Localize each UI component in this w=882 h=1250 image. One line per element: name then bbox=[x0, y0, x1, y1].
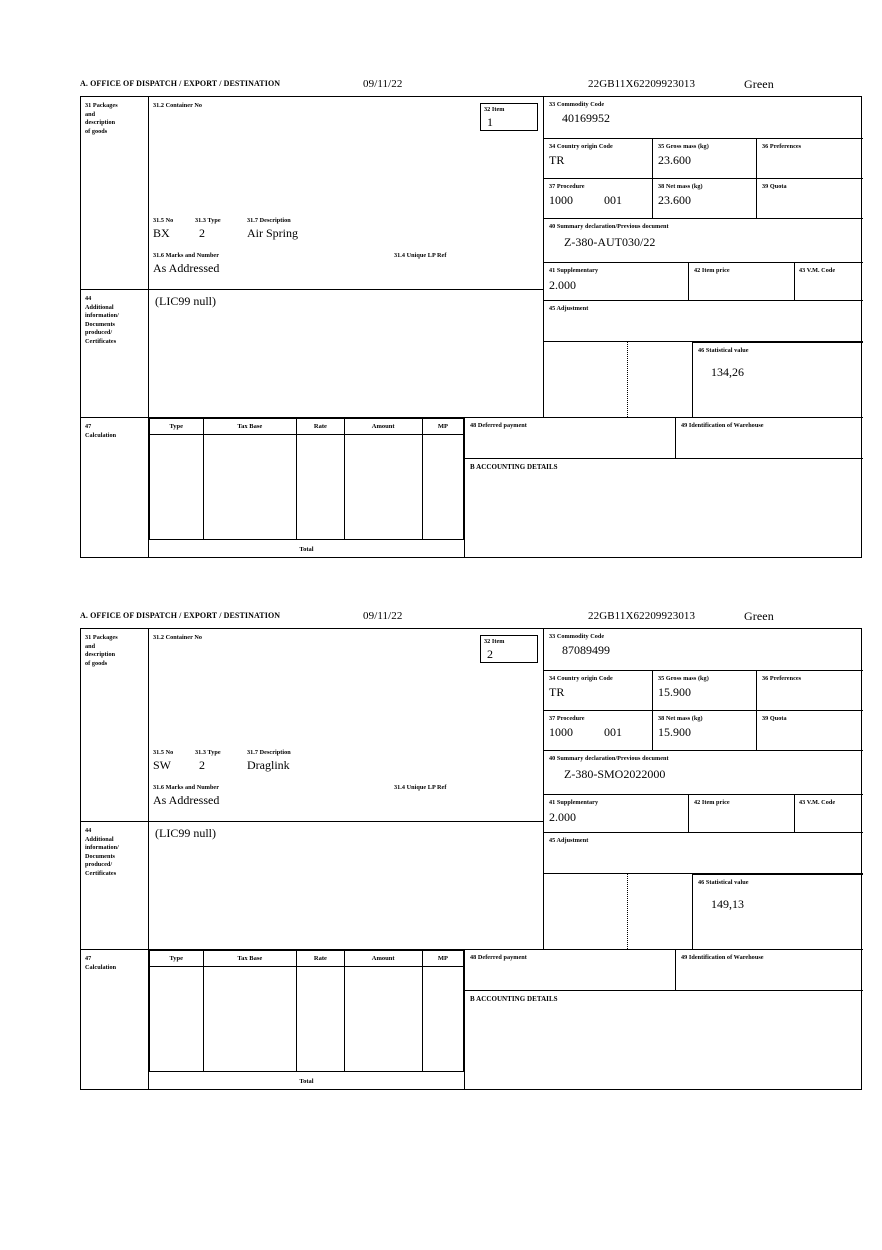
box-40-label: 40 Summary declaration/Previous document bbox=[549, 223, 669, 230]
col-rate: Rate bbox=[297, 951, 344, 967]
box-45-label: 45 Adjustment bbox=[549, 305, 589, 312]
package-no-label: 31.5 No bbox=[153, 749, 174, 756]
calculation-table bbox=[149, 950, 464, 1090]
cell-type bbox=[150, 967, 204, 1072]
marks-and-number-value: As Addressed bbox=[153, 793, 220, 807]
marks-and-number-label: 31.6 Marks and Number bbox=[153, 252, 220, 259]
box-39-label: 39 Quota bbox=[762, 183, 787, 190]
package-no-label: 31.5 No bbox=[153, 217, 174, 224]
box-44-value: (LIC99 null) bbox=[155, 826, 216, 840]
box-42-label: 42 Item price bbox=[694, 267, 730, 274]
box-44-content bbox=[149, 821, 544, 949]
box-35-gross-mass bbox=[653, 139, 757, 179]
package-type-label: 31.3 Type bbox=[195, 749, 221, 756]
table-total-row bbox=[150, 540, 464, 559]
box-46-statistical-value bbox=[692, 342, 863, 417]
box-31-label-line-2: and bbox=[85, 110, 96, 118]
box-34-label: 34 Country origin Code bbox=[549, 675, 613, 682]
box-46-label: 46 Statistical value bbox=[698, 347, 749, 354]
marks-and-number-label: 31.6 Marks and Number bbox=[153, 784, 220, 791]
col-amount: Amount bbox=[344, 419, 422, 435]
customs-declaration-item-1 bbox=[80, 78, 862, 558]
box-44-label bbox=[81, 821, 149, 949]
box-47-calculation-table bbox=[149, 417, 464, 558]
box-38-net-mass bbox=[653, 179, 757, 219]
col-mp: MP bbox=[422, 951, 463, 967]
box-34-country-origin bbox=[544, 671, 653, 711]
cell-amount bbox=[344, 435, 422, 540]
box-31-label-line-3: description bbox=[85, 651, 116, 658]
box-b-accounting-details bbox=[464, 459, 863, 558]
cell-mp bbox=[422, 967, 463, 1072]
box-44-label-line-4: Documents bbox=[85, 320, 116, 328]
box-44-label bbox=[81, 289, 149, 417]
box-32-item bbox=[480, 103, 538, 131]
box-41-label: 41 Supplementary bbox=[549, 799, 599, 806]
box-31-label-line-2: and bbox=[85, 642, 96, 650]
box-40-previous-document bbox=[544, 751, 863, 795]
cell-tax-base bbox=[203, 435, 297, 540]
box-35-label: 35 Gross mass (kg) bbox=[658, 143, 709, 150]
package-type-label: 31.3 Type bbox=[195, 217, 221, 224]
box-40-label: 40 Summary declaration/Previous document bbox=[549, 755, 669, 762]
box-40-previous-document bbox=[544, 219, 863, 263]
package-description-label: 31.7 Description bbox=[247, 749, 291, 756]
box-b-accounting-details bbox=[464, 991, 863, 1090]
total-label: Total bbox=[150, 1072, 464, 1091]
box-b-label: B ACCOUNTING DETAILS bbox=[470, 995, 558, 1003]
box-49-warehouse-identification bbox=[675, 949, 863, 991]
movement-reference-number: 22GB11X62209923013 bbox=[588, 610, 696, 622]
box-33-value: 87089499 bbox=[562, 643, 610, 657]
box-32-label: 32 Item bbox=[484, 638, 505, 645]
box-31-label-line-1: 31 Packages bbox=[85, 102, 118, 109]
box-38-value: 23.600 bbox=[658, 193, 691, 207]
declaration-box bbox=[80, 96, 862, 558]
box-31-label-line-3: description bbox=[85, 119, 116, 126]
box-47-label bbox=[81, 949, 149, 1090]
declaration-date: 09/11/22 bbox=[363, 78, 403, 90]
box-44-value: (LIC99 null) bbox=[155, 294, 216, 308]
box-32-item bbox=[480, 635, 538, 663]
box-48-label: 48 Deferred payment bbox=[470, 954, 527, 961]
cell-mp bbox=[422, 435, 463, 540]
lane-status: Green bbox=[744, 77, 774, 91]
box-37-label: 37 Procedure bbox=[549, 715, 585, 722]
declaration-box bbox=[80, 628, 862, 1090]
cell-type bbox=[150, 435, 204, 540]
box-35-value: 15.900 bbox=[658, 685, 691, 699]
calculation-table bbox=[149, 418, 464, 558]
container-no-label: 31.2 Container No bbox=[153, 634, 203, 641]
package-type-value: 2 bbox=[199, 226, 205, 240]
box-44-label-line-6: Certificates bbox=[85, 869, 117, 877]
box-44-label-line-2: Additional bbox=[85, 303, 114, 311]
cell-tax-base bbox=[203, 967, 297, 1072]
box-45-adjustment bbox=[544, 301, 863, 342]
form-header bbox=[80, 610, 862, 628]
col-type: Type bbox=[150, 419, 204, 435]
box-49-label: 49 Identification of Warehouse bbox=[681, 422, 764, 429]
box-38-label: 38 Net mass (kg) bbox=[658, 183, 703, 190]
col-tax-base: Tax Base bbox=[203, 951, 297, 967]
marks-and-number-value: As Addressed bbox=[153, 261, 220, 275]
box-47-label-line-1: 47 bbox=[85, 423, 92, 430]
box-33-commodity-code bbox=[544, 629, 863, 671]
lane-status: Green bbox=[744, 609, 774, 623]
box-37-value-1: 1000 bbox=[549, 725, 573, 739]
box-39-label: 39 Quota bbox=[762, 715, 787, 722]
box-48-label: 48 Deferred payment bbox=[470, 422, 527, 429]
box-32-value: 1 bbox=[487, 115, 493, 129]
box-47-label-line-1: 47 bbox=[85, 955, 92, 962]
box-45-label: 45 Adjustment bbox=[549, 837, 589, 844]
box-49-warehouse-identification bbox=[675, 417, 863, 459]
table-total-row bbox=[150, 1072, 464, 1091]
box-31-label bbox=[81, 629, 149, 821]
box-41-supplementary bbox=[544, 263, 689, 301]
box-36-label: 36 Preferences bbox=[762, 143, 802, 150]
form-header bbox=[80, 78, 862, 96]
box-38-value: 15.900 bbox=[658, 725, 691, 739]
box-34-country-origin bbox=[544, 139, 653, 179]
box-46-label: 46 Statistical value bbox=[698, 879, 749, 886]
box-47-label bbox=[81, 417, 149, 558]
box-43-label: 43 V.M. Code bbox=[799, 799, 836, 806]
box-31-label-line-4: of goods bbox=[85, 127, 108, 135]
box-44-label-line-2: Additional bbox=[85, 835, 114, 843]
box-b-label: B ACCOUNTING DETAILS bbox=[470, 463, 558, 471]
box-44-label-line-3: information/ bbox=[85, 312, 119, 319]
box-48-deferred-payment bbox=[464, 949, 675, 991]
col-mp: MP bbox=[422, 419, 463, 435]
box-35-gross-mass bbox=[653, 671, 757, 711]
box-44-label-line-3: information/ bbox=[85, 844, 119, 851]
box-49-label: 49 Identification of Warehouse bbox=[681, 954, 764, 961]
box-45-adjustment bbox=[544, 833, 863, 874]
package-description-value: Air Spring bbox=[247, 226, 298, 240]
table-row bbox=[150, 435, 464, 540]
box-41-value: 2.000 bbox=[549, 810, 576, 824]
box-48-deferred-payment bbox=[464, 417, 675, 459]
box-47-label-line-2: Calculation bbox=[85, 963, 117, 971]
box-35-label: 35 Gross mass (kg) bbox=[658, 675, 709, 682]
box-35-value: 23.600 bbox=[658, 153, 691, 167]
container-no-label: 31.2 Container No bbox=[153, 102, 203, 109]
declaration-date: 09/11/22 bbox=[363, 610, 403, 622]
box-34-value: TR bbox=[549, 153, 565, 167]
box-46-statistical-value bbox=[692, 874, 863, 949]
box-33-label: 33 Commodity Code bbox=[549, 101, 605, 108]
box-31-label bbox=[81, 97, 149, 289]
movement-reference-number: 22GB11X62209923013 bbox=[588, 78, 696, 90]
box-44-label-line-1: 44 bbox=[85, 827, 92, 834]
package-no-value: SW bbox=[153, 758, 171, 772]
box-31-label-line-1: 31 Packages bbox=[85, 634, 118, 641]
package-description-label: 31.7 Description bbox=[247, 217, 291, 224]
box-32-value: 2 bbox=[487, 647, 493, 661]
box-37-procedure bbox=[544, 179, 653, 219]
box-44-label-line-6: Certificates bbox=[85, 337, 117, 345]
total-label: Total bbox=[150, 540, 464, 559]
box-47-calculation-table bbox=[149, 949, 464, 1090]
unique-lp-ref-label: 31.4 Unique LP Ref bbox=[394, 784, 447, 791]
box-41-value: 2.000 bbox=[549, 278, 576, 292]
box-42-item-price bbox=[689, 795, 795, 833]
cell-rate bbox=[297, 435, 344, 540]
box-36-preferences bbox=[757, 671, 863, 711]
box-41-supplementary bbox=[544, 795, 689, 833]
box-46-value: 149,13 bbox=[711, 897, 744, 911]
col-type: Type bbox=[150, 951, 204, 967]
box-40-value: Z-380-AUT030/22 bbox=[564, 235, 656, 249]
box-34-label: 34 Country origin Code bbox=[549, 143, 613, 150]
box-37-value-1: 1000 bbox=[549, 193, 573, 207]
cell-amount bbox=[344, 967, 422, 1072]
box-33-commodity-code bbox=[544, 97, 863, 139]
table-header-row bbox=[150, 951, 464, 967]
box-39-quota bbox=[757, 711, 863, 751]
box-40-value: Z-380-SMO2022000 bbox=[564, 767, 666, 781]
box-44-label-line-5: produced/ bbox=[85, 329, 113, 336]
box-33-value: 40169952 bbox=[562, 111, 610, 125]
office-of-dispatch-label: A. OFFICE OF DISPATCH / EXPORT / DESTINATION bbox=[80, 611, 281, 620]
box-42-item-price bbox=[689, 263, 795, 301]
package-type-value: 2 bbox=[199, 758, 205, 772]
box-37-label: 37 Procedure bbox=[549, 183, 585, 190]
box-33-label: 33 Commodity Code bbox=[549, 633, 605, 640]
table-row bbox=[150, 967, 464, 1072]
box-32-label: 32 Item bbox=[484, 106, 505, 113]
col-rate: Rate bbox=[297, 419, 344, 435]
table-header-row bbox=[150, 419, 464, 435]
office-of-dispatch-label: A. OFFICE OF DISPATCH / EXPORT / DESTINATION bbox=[80, 79, 281, 88]
package-description-value: Draglink bbox=[247, 758, 290, 772]
box-41-label: 41 Supplementary bbox=[549, 267, 599, 274]
box-31-label-line-4: of goods bbox=[85, 659, 108, 667]
box-46-value: 134,26 bbox=[711, 365, 744, 379]
box-36-preferences bbox=[757, 139, 863, 179]
box-34-value: TR bbox=[549, 685, 565, 699]
box-37-value-2: 001 bbox=[604, 725, 622, 739]
box-46-divider bbox=[544, 874, 628, 949]
unique-lp-ref-label: 31.4 Unique LP Ref bbox=[394, 252, 447, 259]
box-38-label: 38 Net mass (kg) bbox=[658, 715, 703, 722]
box-37-procedure bbox=[544, 711, 653, 751]
box-44-label-line-5: produced/ bbox=[85, 861, 113, 868]
box-43-vm-code bbox=[795, 263, 863, 301]
box-44-label-line-4: Documents bbox=[85, 852, 116, 860]
box-39-quota bbox=[757, 179, 863, 219]
col-tax-base: Tax Base bbox=[203, 419, 297, 435]
box-42-label: 42 Item price bbox=[694, 799, 730, 806]
box-38-net-mass bbox=[653, 711, 757, 751]
cell-rate bbox=[297, 967, 344, 1072]
box-46-divider bbox=[544, 342, 628, 417]
col-amount: Amount bbox=[344, 951, 422, 967]
box-44-content bbox=[149, 289, 544, 417]
box-37-value-2: 001 bbox=[604, 193, 622, 207]
customs-declaration-item-2 bbox=[80, 610, 862, 1090]
box-43-label: 43 V.M. Code bbox=[799, 267, 836, 274]
package-no-value: BX bbox=[153, 226, 170, 240]
box-44-label-line-1: 44 bbox=[85, 295, 92, 302]
box-43-vm-code bbox=[795, 795, 863, 833]
box-36-label: 36 Preferences bbox=[762, 675, 802, 682]
box-47-label-line-2: Calculation bbox=[85, 431, 117, 439]
